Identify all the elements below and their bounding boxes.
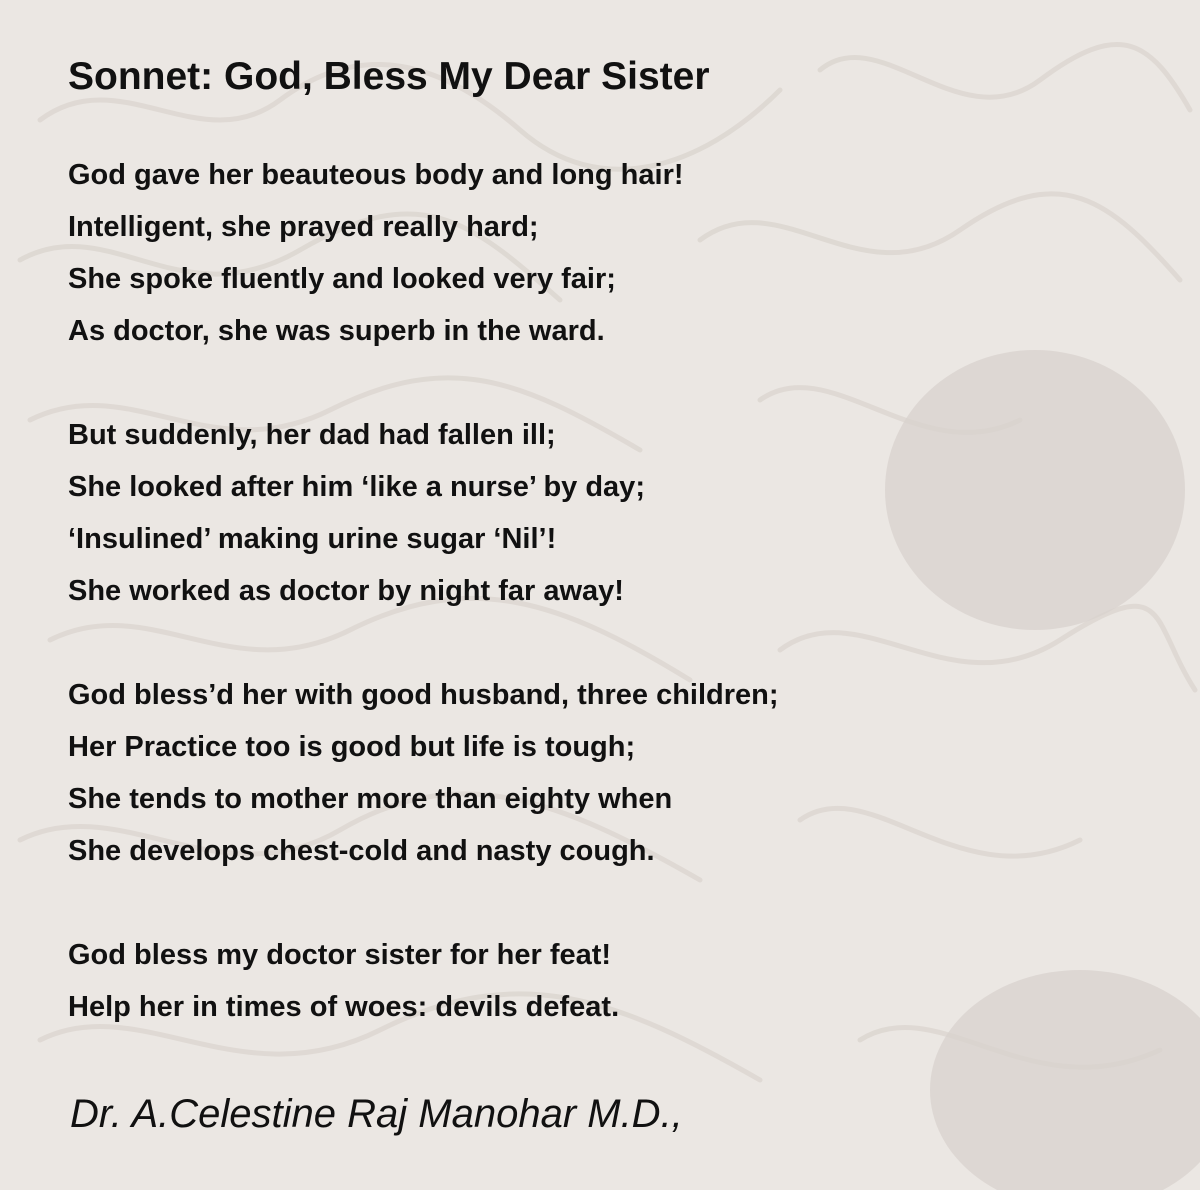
poem-line: God bless my doctor sister for her feat! bbox=[68, 939, 612, 971]
poem-line: God gave her beauteous body and long hair! bbox=[68, 159, 684, 191]
poem-line: ‘Insulined’ making urine sugar ‘Nil’! bbox=[68, 523, 557, 555]
stanza bbox=[68, 669, 1168, 877]
poem-author: Dr. A.Celestine Raj Manohar M.D., bbox=[70, 1092, 683, 1136]
poem-line: God bless’d her with good husband, three children; bbox=[68, 679, 779, 711]
poem-line: She worked as doctor by night far away! bbox=[68, 575, 624, 607]
poem-line: She looked after him ‘like a nurse’ by day; bbox=[68, 471, 645, 503]
poem-line: She develops chest-cold and nasty cough. bbox=[68, 835, 655, 867]
poem-line: But suddenly, her dad had fallen ill; bbox=[68, 419, 556, 451]
stanza bbox=[68, 929, 1168, 1033]
poem-line: She spoke fluently and looked very fair; bbox=[68, 263, 616, 295]
stanza bbox=[68, 409, 1168, 617]
poem-line: Intelligent, she prayed really hard; bbox=[68, 211, 539, 243]
poem-line: Her Practice too is good but life is tough; bbox=[68, 731, 636, 763]
poem-line: She tends to mother more than eighty when bbox=[68, 783, 673, 815]
poem-line: Help her in times of woes: devils defeat. bbox=[68, 991, 620, 1023]
poem-body bbox=[68, 149, 1168, 1085]
poem-title: Sonnet: God, Bless My Dear Sister bbox=[68, 55, 710, 98]
stanza bbox=[68, 149, 1168, 357]
poem-line: As doctor, she was superb in the ward. bbox=[68, 315, 605, 347]
